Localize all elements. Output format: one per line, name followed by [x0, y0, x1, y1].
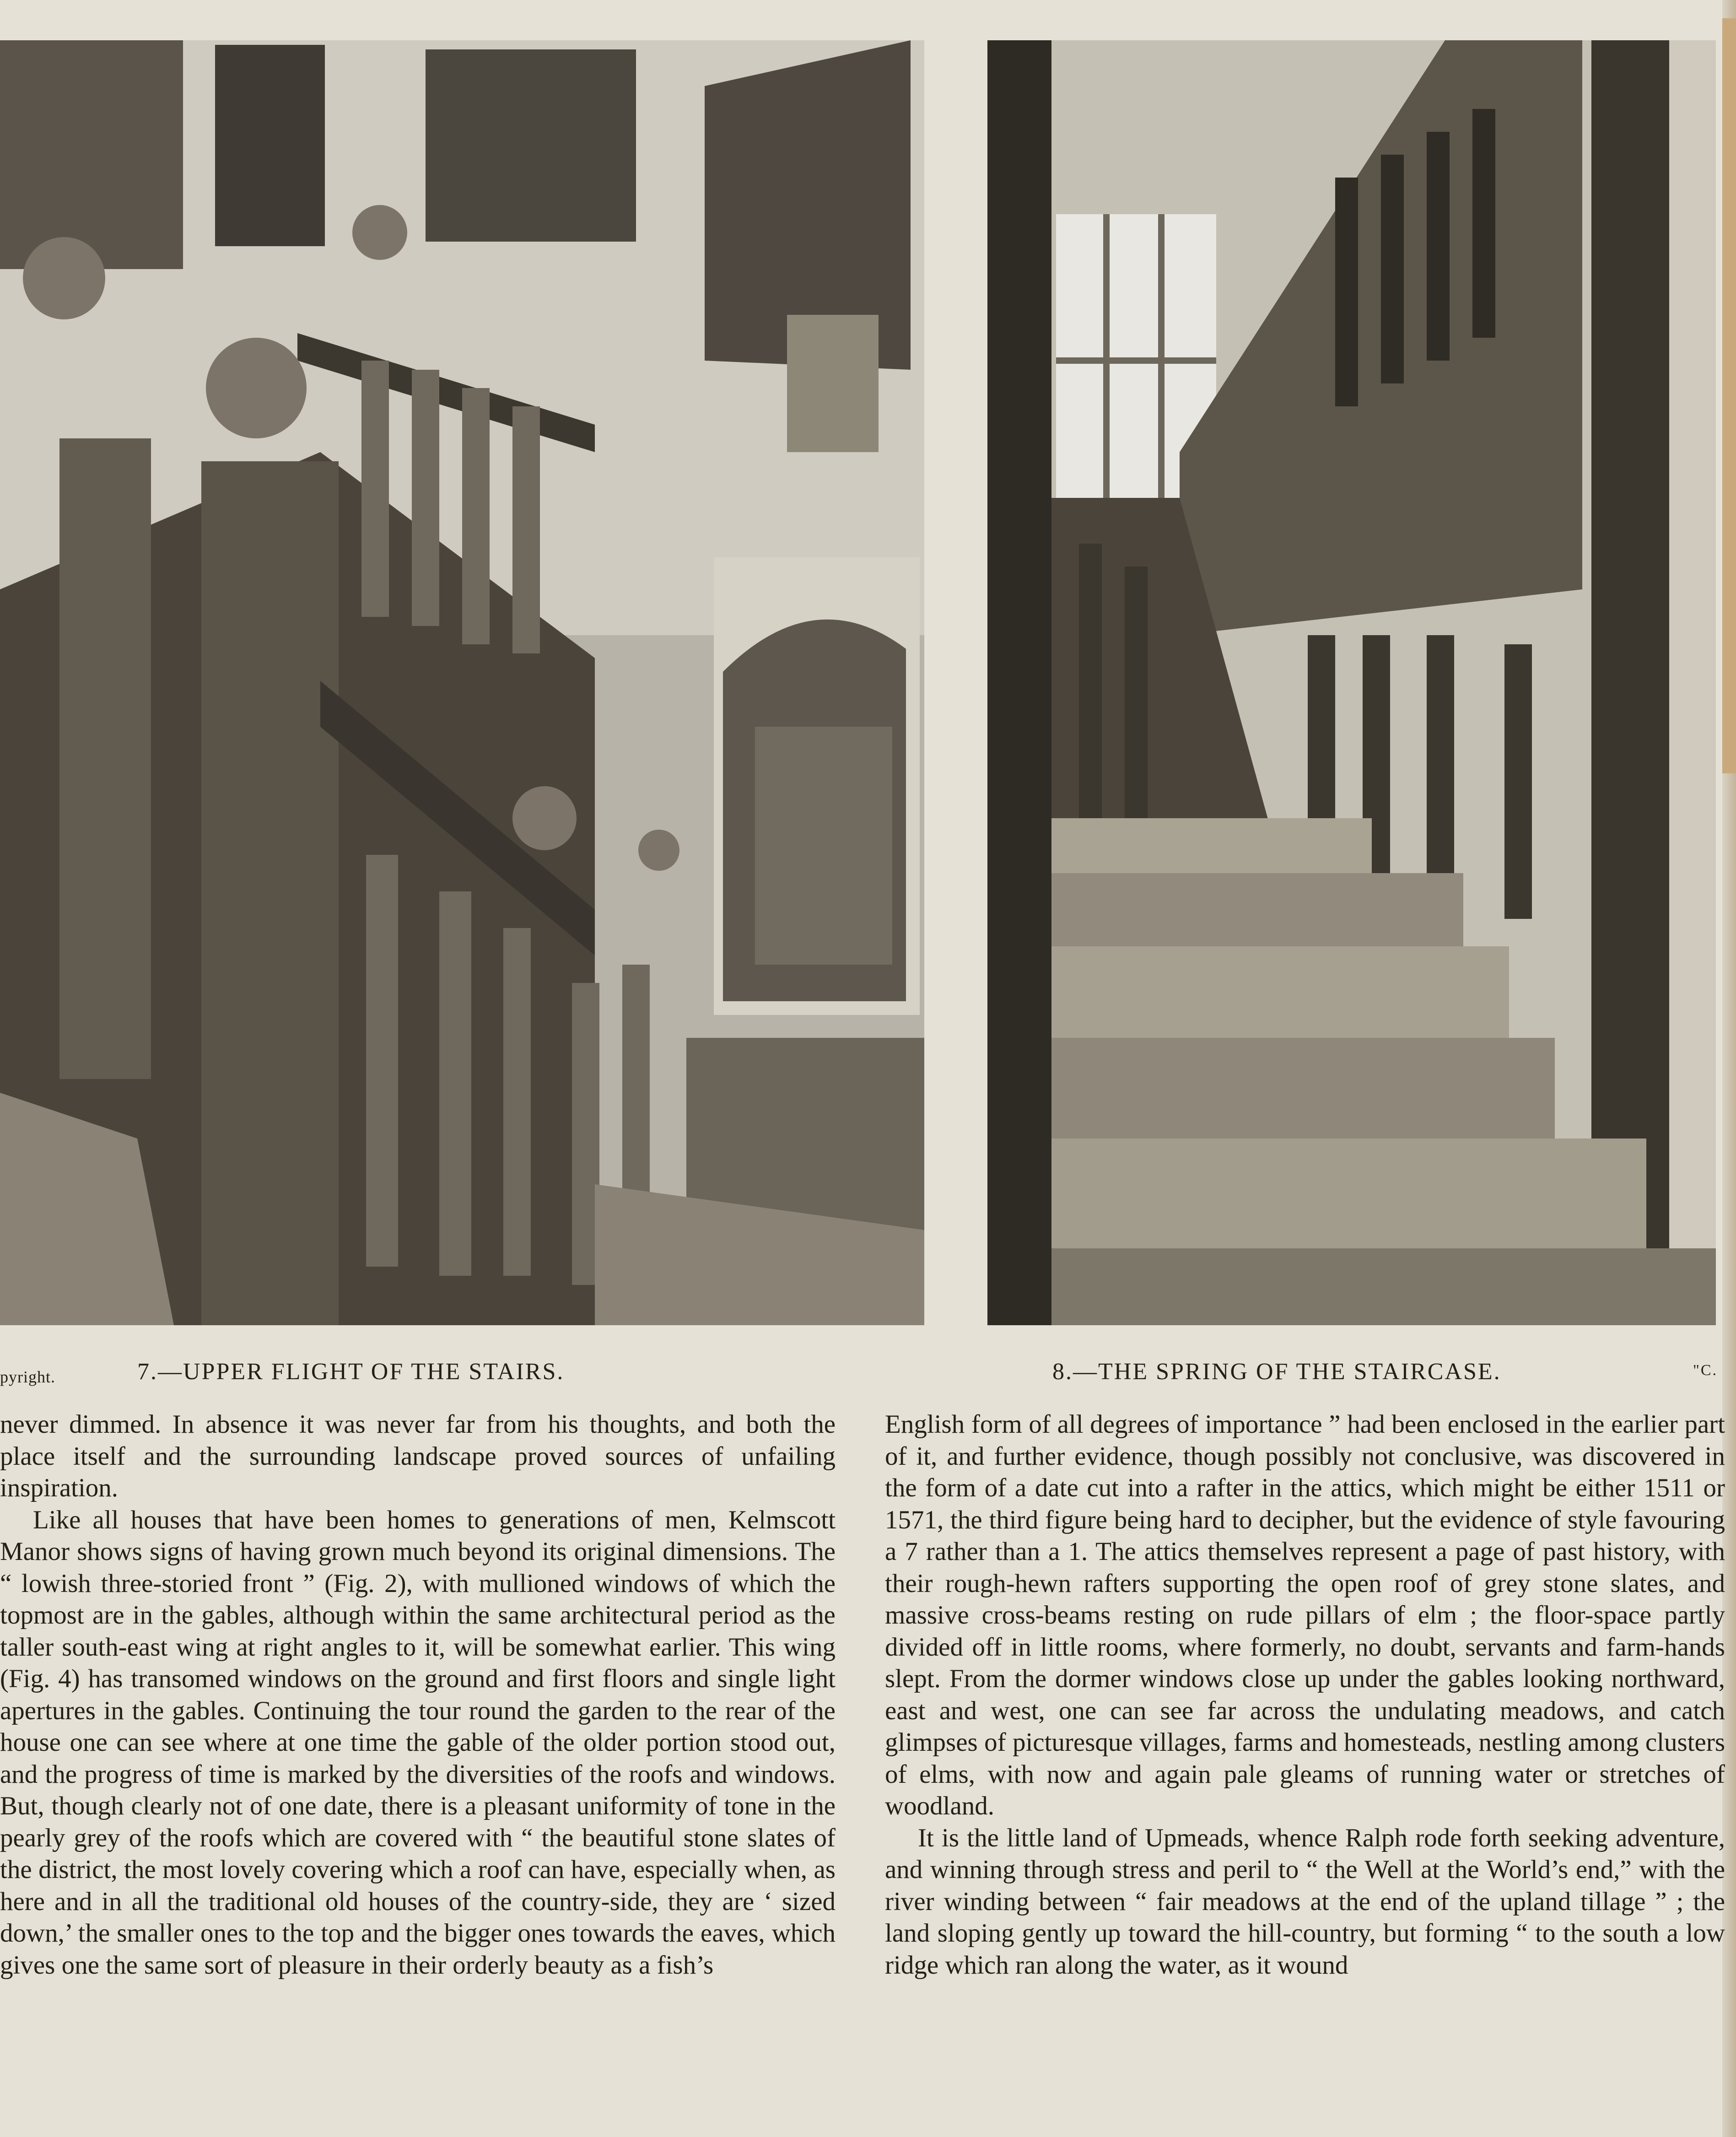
photo-credit: pyright.	[0, 1368, 55, 1386]
page-tab	[1722, 18, 1736, 773]
photo-spring-staircase	[987, 40, 1716, 1325]
staircase-photo-8	[987, 40, 1716, 1325]
text-column-right	[885, 1408, 1725, 2137]
staircase-photo-7	[0, 40, 924, 1325]
photo-credit-right: "C.	[1693, 1362, 1718, 1379]
paragraph: Like all houses that have been homes to generations of men, Kelmscott Manor shows signs of having grown much beyond its original dimensions. The “ lowish three-storied front ” (Fig. 2), with mullioned windows of which the topmost are in the gables, although within the same architectural period as the taller south-east wing at right angles to it, will be somewhat earlier. This wing (Fig. 4) has transomed windows on the ground and first floors and single light apertures in the gables. Continuing the tour round the garden to the rear of the house one can see where at one time the gable of the older portion stood out, and the progress of time is marked by the diversities of the roofs and windows. But, though clearly not of one date, there is a pleasant uniformity of tone in the pearly grey of the roofs which are covered with “ the beautiful stone slates of the district, the most lovely covering which a roof can have, especially when, as here and in all the traditional old houses of the country-side, they are ‘ sized down,’ the smaller ones to the top and the bigger ones towards the eaves, which gives one the same sort of pleasure in their orderly beauty as a fish’s	[0, 1505, 836, 1980]
photo-upper-flight	[0, 40, 924, 1325]
paragraph: never dimmed. In absence it was never far from his thoughts, and both the place itself and the surrounding landscape proved sources of unfailing inspiration.	[0, 1410, 836, 1502]
paragraph: It is the little land of Upmeads, whence Ralph rode forth seeking adventure, and winning through stress and peril to “ the Well at the World’s end,” with the river winding between “ fair meadows at the end of the upland tillage ” ; the land sloping gently up toward the hill-country, but forming “ to the south a low ridge which ran along the water, as it wound	[885, 1823, 1725, 1980]
figure-7-caption: 7.—UPPER FLIGHT OF THE STAIRS.	[137, 1359, 565, 1385]
figure-8-caption: 8.—THE SPRING OF THE STAIRCASE.	[1052, 1359, 1501, 1385]
text-column-left	[0, 1408, 836, 2137]
paragraph: English form of all degrees of importance ” had been enclosed in the earlier part of it, and further evidence, though possibly not conclusive, was discovered in the form of a date cut into a rafter in the attics, which might be either 1511 or 1571, the third figure being hard to decipher, but the evidence of style favouring a 7 rather than a 1. The attics themselves represent a page of past history, with their rough-hewn rafters supporting the open roof of grey stone slates, and massive cross-beams resting on rude pillars of elm ; the floor-space partly divided off in little rooms, where formerly, no doubt, servants and farm-hands slept. From the dormer windows close up under the gables looking northward, east and west, one can see far across the undulating meadows, and catch glimpses of picturesque villages, farms and homesteads, nestling among clusters of elms, with now and again pale gleams of running water or stretches of woodland.	[885, 1410, 1725, 1820]
